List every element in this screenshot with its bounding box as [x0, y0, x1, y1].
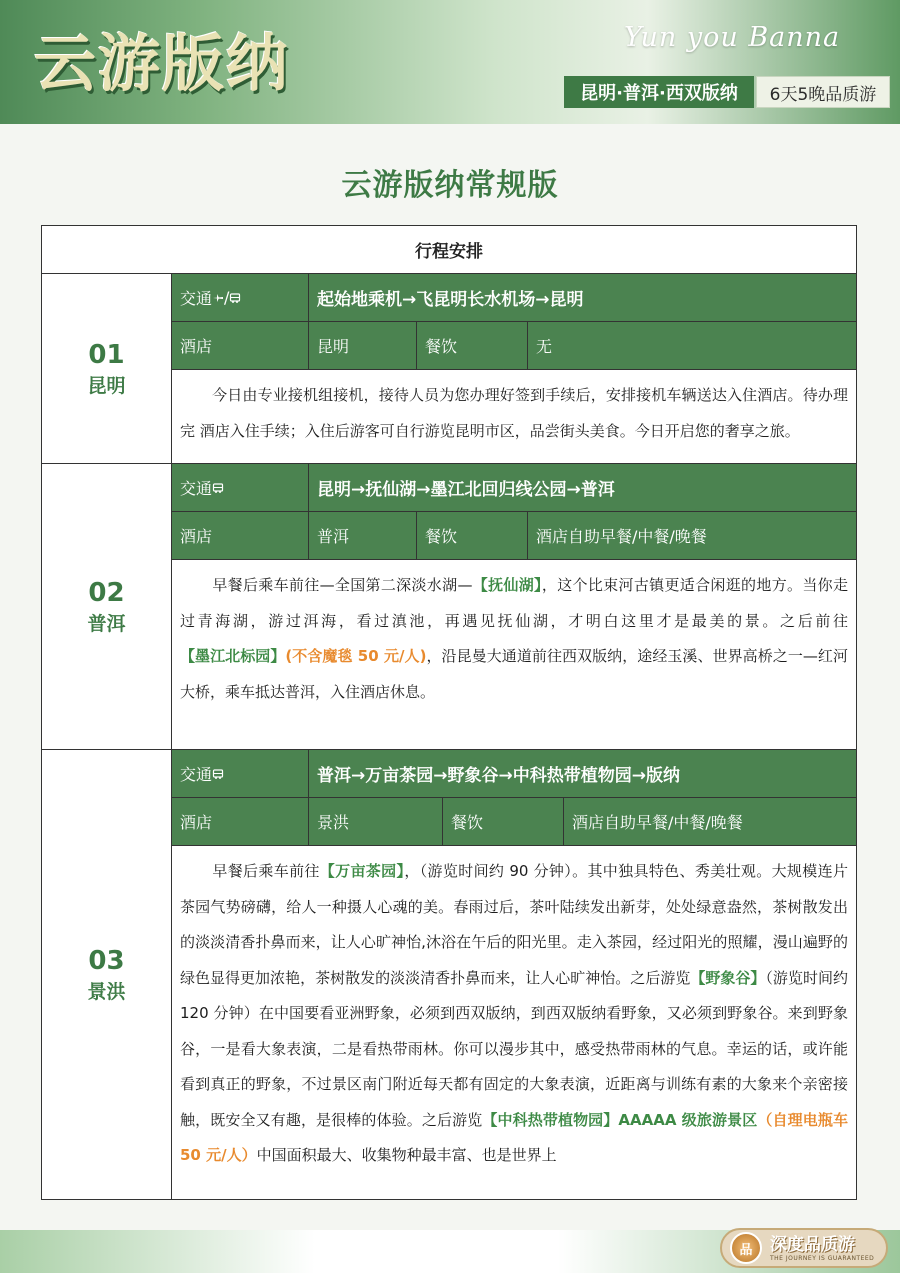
hotel-value: 普洱 [309, 512, 417, 559]
meal-label: 餐饮 [417, 322, 528, 369]
transport-row [172, 750, 856, 798]
day-section-2 [42, 464, 856, 750]
day-label [42, 750, 172, 1199]
attraction-highlight: 【墨江北标园】 [180, 647, 286, 665]
description-text: 早餐后乘车前往 [212, 862, 320, 880]
badge-emblem-icon: 品 [730, 1232, 762, 1264]
meal-label: 餐饮 [443, 798, 564, 845]
day-number: 02 [88, 577, 125, 608]
brand-logo: 云游版纳 [34, 27, 291, 100]
hotel-label: 酒店 [172, 512, 309, 559]
meal-label: 餐饮 [417, 512, 528, 559]
transport-label: 交通 [180, 289, 213, 308]
transport-label-cell [172, 750, 309, 797]
hotel-label: 酒店 [172, 322, 309, 369]
hotel-label: 酒店 [172, 798, 309, 845]
meal-value: 酒店自助早餐/中餐/晚餐 [536, 527, 707, 546]
day-details [172, 750, 856, 1199]
attraction-highlight: 【中科热带植物园】AAAAA 级旅游景区 [482, 1110, 758, 1129]
hotel-meal-row [172, 322, 856, 370]
hotel-value: 景洪 [309, 798, 443, 845]
route-cell: 普洱→万亩茶园→野象谷→中科热带植物园→版纳 [317, 766, 680, 786]
extra-cost-note: (不含魔毯 50 元/人) [285, 647, 427, 665]
description-text: 中国面积最大、收集物种最丰富、也是世界上 [256, 1146, 557, 1164]
hotel-value: 昆明 [309, 322, 417, 369]
transport-label: 交通 [180, 765, 213, 784]
description-text: ，这个比束河古镇更适合闲逛的地方。当你走过青海湖，游过洱海，看过滇池，再遇见抚仙湖，才明白这里才是最美的景。之后前往 [180, 576, 848, 630]
meal-value: 酒店自助早餐/中餐/晚餐 [572, 813, 743, 832]
day-number: 03 [88, 945, 125, 976]
badge-title: 深度品质游 [770, 1234, 855, 1255]
transport-row [172, 464, 856, 512]
attraction-highlight: 【野象谷】 [690, 968, 766, 987]
badge-subtitle: THE JOURNEY IS GUARANTEED [770, 1254, 875, 1262]
extra-cost-note: （自理电瓶车 50 元/人） [180, 1110, 848, 1164]
day-number: 01 [88, 339, 125, 370]
brand-logo-english: Yun you Banna [624, 22, 841, 53]
day-description [172, 560, 856, 749]
day-city: 普洱 [87, 612, 126, 635]
table-heading: 行程安排 [42, 226, 856, 274]
bus-icon [229, 292, 241, 304]
page-title: 云游版纳常规版 [341, 168, 559, 203]
day-details [172, 464, 856, 749]
slash-separator: / [224, 288, 230, 307]
bus-icon [212, 482, 224, 494]
hotel-meal-row [172, 798, 856, 846]
hotel-meal-row [172, 512, 856, 560]
day-label [42, 274, 172, 463]
attraction-highlight: 【抚仙湖】 [472, 576, 542, 594]
description-text: 今日由专业接机组接机，接待人员为您办理好签到手续后，安排接机车辆送达入住酒店。待办理完 酒店入住手续；入住后游客可自行游览昆明市区，品尝街头美食。今日开启您的奢享之旅。 [180, 386, 848, 440]
description-text: ，沿昆曼大通道前往西双版纳，途经玉溪、世界高桥之一—红河大桥，乘车抵达普洱，入住酒店休息。 [180, 647, 848, 701]
itinerary-table [41, 225, 857, 1200]
meal-value: 无 [536, 337, 553, 356]
day-city: 昆明 [87, 374, 126, 397]
day-description [172, 846, 856, 1199]
bus-icon [212, 768, 224, 780]
duration-tag: 6天5晚品质游 [756, 76, 890, 108]
transport-row [172, 274, 856, 322]
attraction-highlight: 【万亩茶园】 [319, 862, 405, 880]
day-description [172, 370, 856, 463]
transport-label: 交通 [180, 479, 213, 498]
transport-label-cell [172, 274, 309, 321]
plane-icon [212, 292, 224, 304]
day-details [172, 274, 856, 463]
day-city: 景洪 [87, 980, 126, 1003]
description-text: （游览时间约 120 分钟）在中国要看亚洲野象，必须到西双版纳，到西双版纳看野象，又必须到野象谷。来到野象谷，一是看大象表演，二是看热带雨林。你可以漫步其中，感受热带雨林的气息。幸运的话，或许能看到真正的野象，不过景区南门附近每天都有固定的大象表演，近距离与训练有素的大象来个亲密接触，既安全又有趣，是很棒的体验。之后游览 [180, 968, 848, 1129]
day-label [42, 464, 172, 749]
route-tag: 昆明·普洱·西双版纳 [564, 76, 754, 108]
badge-text [770, 1235, 874, 1262]
header-banner [0, 0, 900, 124]
day-section-3 [42, 750, 856, 1199]
route-cell: 昆明→抚仙湖→墨江北回归线公园→普洱 [317, 480, 615, 500]
description-text: 早餐后乘车前往—全国第二深淡水湖— [212, 576, 473, 594]
transport-label-cell [172, 464, 309, 511]
description-text: ，（游览时间约 90 分钟）。其中独具特色、秀美壮观。大规模连片茶园气势磅礴，给人一种摄人心魂的美。春雨过后，茶叶陆续发出新芽，处处绿意盎然，茶树散发出的淡淡清香扑鼻而来，让人心旷神怡,沐浴在午后的阳光里。走入茶园，经过阳光的照耀，漫山遍野的绿色显得更加浓艳，茶树散发的淡淡清香扑鼻而来，让人心旷神怡。之后游览 [180, 862, 848, 987]
quality-badge [720, 1228, 888, 1268]
day-section-1 [42, 274, 856, 464]
route-cell: 起始地乘机→飞昆明长水机场→昆明 [317, 290, 584, 310]
